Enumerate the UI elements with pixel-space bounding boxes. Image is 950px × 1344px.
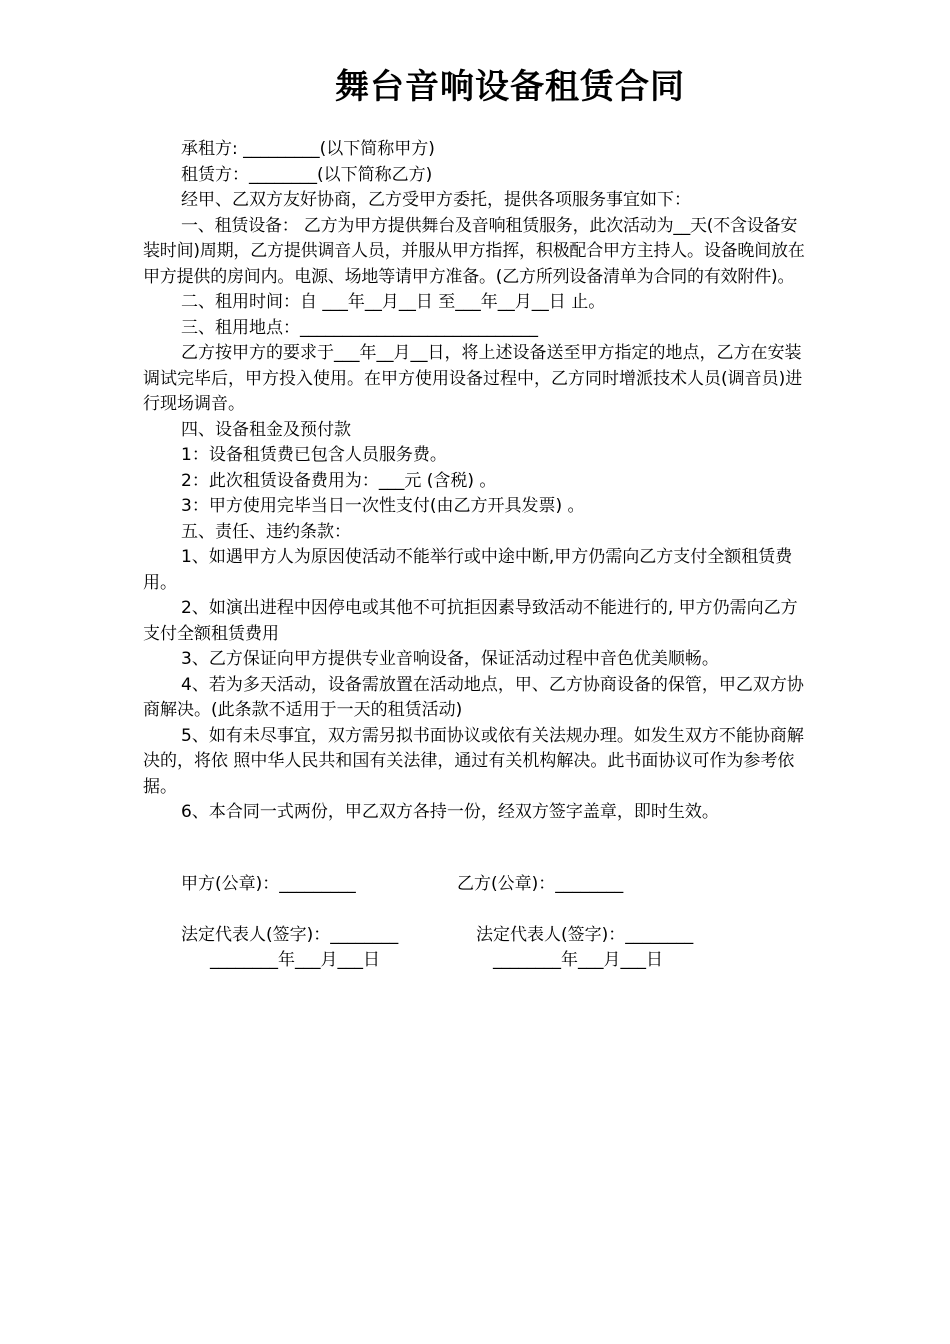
liability-item-3: 3、乙方保证向甲方提供专业音响设备，保证活动过程中音色优美顺畅。: [181, 649, 719, 669]
lessor-line: 租赁方：________(以下简称乙方): [181, 164, 433, 185]
clause-rental-time: 二、租用时间：自 ___年__月__日 至___年__月__日 止。: [181, 292, 606, 312]
liability-item-5: 5、如有未尽事宜，双方需另拟书面协议或依有关法规办理。如发生双方不能协商解决的，将依 照中华人民共和国有关法律，通过有关机构解决。此书面协议可作为参考依据。: [143, 725, 804, 797]
rent-item-2: 2：此次租赁设备费用为：___元 (含税) 。: [181, 470, 497, 491]
delivery-paragraph: 乙方按甲方的要求于___年__月__日，将上述设备送至甲方指定的地点，乙方在安装调试完毕后，甲方投入使用。在甲方使用设备过程中，乙方同时增派技术人员(调音员)进行现场调音。: [143, 343, 803, 414]
lessee-line: 承租方: _________(以下简称甲方): [181, 139, 435, 159]
clause-rental-location: 三、租用地点：____________________________: [181, 317, 538, 338]
party-b-representative: 法定代表人(签字)：________: [476, 925, 694, 945]
intro-paragraph: 经甲、乙双方友好协商，乙方受甲方委托，提供各项服务事宜如下：: [181, 190, 691, 210]
rent-item-3: 3：甲方使用完毕当日一次性支付(由乙方开具发票) 。: [181, 496, 585, 516]
party-a-date: ________年___月___日: [210, 950, 380, 970]
party-a-representative: 法定代表人(签字)：________: [181, 925, 399, 945]
liability-item-4: 4、若为多天活动，设备需放置在活动地点，甲、乙方协商设备的保管，甲乙双方协商解决。(此条款不适用于一天的租赁活动): [143, 674, 804, 720]
liability-item-1: 1、如遇甲方人为原因使活动不能举行或中途中断,甲方仍需向乙方支付全额租赁费用。: [143, 547, 793, 593]
clause-rent-heading: 四、设备租金及预付款: [181, 419, 351, 440]
rent-item-1: 1：设备租赁费已包含人员服务费。: [181, 445, 447, 465]
party-b-seal: 乙方(公章)：________: [457, 874, 624, 894]
clause-equipment: 一、租赁设备： 乙方为甲方提供舞台及音响租赁服务，此次活动为__天(不含设备安装时间)周期，乙方提供调音人员，并服从甲方指挥，积极配合甲方主持人。设备晚间放在甲方提供的房间内。电源、场地等请甲方准备。(乙方所列设备清单为合同的有效附件)。: [143, 215, 805, 287]
liability-item-2: 2、如演出进程中因停电或其他不可抗拒因素导致活动不能进行的, 甲方仍需向乙方支付全额租赁费用: [143, 598, 798, 644]
contract-body: [143, 137, 813, 826]
party-a-seal: 甲方(公章)：_________: [181, 874, 356, 894]
document-title: 舞台音响设备租赁合同: [335, 67, 685, 107]
clause-liability-heading: 五、责任、违约条款：: [181, 521, 351, 542]
liability-item-6: 6、本合同一式两份，甲乙双方各持一份，经双方签字盖章，即时生效。: [181, 802, 719, 822]
party-b-date: ________年___月___日: [493, 950, 663, 970]
